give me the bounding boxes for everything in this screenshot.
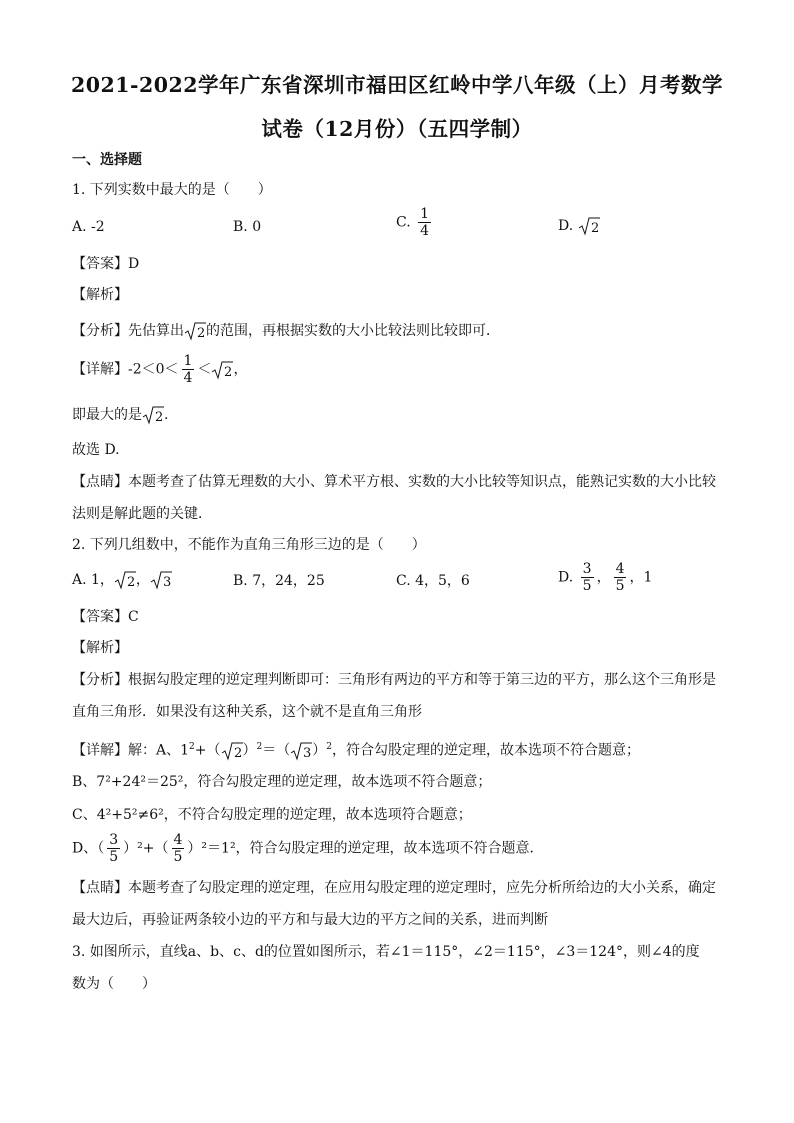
fraction-denominator: 4 xyxy=(183,370,193,386)
detail-text: 【详解】-2＜0＜ xyxy=(72,361,179,378)
q3-stem-line1: 3. 如图所示，直线a、b、c、d的位置如图所示，若∠1＝115°，∠2＝115°，∠3＝124°，则∠4的度 xyxy=(72,944,700,960)
detail-text: ＝（ xyxy=(262,742,291,759)
detail-text: ， xyxy=(233,361,248,378)
detail-text: 【详解】解：A、1 xyxy=(72,742,190,759)
fraction-numerator: 4 xyxy=(615,561,625,577)
sqrt-symbol xyxy=(290,741,312,761)
option-fraction xyxy=(581,561,594,594)
option-fraction xyxy=(614,561,627,594)
q1-option-c xyxy=(396,206,434,239)
q1-option-c-label: C. xyxy=(396,214,411,231)
q1-comment-line2: 法则是解此题的关键． xyxy=(72,506,212,522)
superscript: 2 xyxy=(256,742,263,752)
option-text: ， xyxy=(135,572,150,588)
q1-analysis xyxy=(72,321,500,341)
sqrt-radicand: 2 xyxy=(590,221,599,236)
q3-stem-line2: 数为（ ） xyxy=(72,976,156,992)
superscript: 2 xyxy=(189,742,195,752)
q2-jiexi: 【解析】 xyxy=(72,640,128,656)
analysis-text: 的范围，再根据实数的大小比较法则比较即可． xyxy=(206,323,500,339)
doc-title-line2: 试卷（12月份）（五四学制） xyxy=(261,117,533,141)
q2-detail-d xyxy=(72,832,544,865)
option-text: ，1 xyxy=(629,569,653,586)
q2-comment-line2: 最大边后，再验证两条较小边的平方和与最大边的平方之间的关系，进而判断 xyxy=(72,912,548,928)
q1-choose: 故选 D. xyxy=(72,442,120,458)
sqrt-symbol xyxy=(578,216,600,236)
fraction-numerator: 4 xyxy=(173,832,183,848)
sqrt-symbol xyxy=(114,570,136,590)
sqrt-radicand: 2 xyxy=(233,745,242,761)
detail-text: ）²+（ xyxy=(123,840,169,857)
q1-jiexi: 【解析】 xyxy=(72,287,128,303)
sqrt-symbol xyxy=(221,741,243,761)
detail-fraction xyxy=(107,832,120,865)
q1-stem: 1. 下列实数中最大的是（ ） xyxy=(72,182,272,198)
option-text: A. 1， xyxy=(72,572,114,588)
doc-title-line1: 2021-2022学年广东省深圳市福田区红岭中学八年级（上）月考数学 xyxy=(70,73,724,97)
max-text: . xyxy=(164,407,169,423)
sqrt-radicand: 2 xyxy=(197,326,206,341)
fraction-numerator: 1 xyxy=(420,206,430,222)
q1-max xyxy=(72,405,168,425)
option-label: D. xyxy=(558,569,574,586)
q1-option-d-label: D. xyxy=(558,218,574,234)
detail-fraction xyxy=(182,353,195,386)
q2-analysis-line1: 【分析】根据勾股定理的逆定理判断即可：三角形有两边的平方和等于第三边的平方，那么这个三角形是 xyxy=(72,672,716,688)
sqrt-radicand: 3 xyxy=(303,745,312,761)
detail-text: +（ xyxy=(194,742,221,759)
q1-option-b: B. 0 xyxy=(233,219,262,235)
q2-detail-c: C、4²+5²≠6²，不符合勾股定理的逆定理，故本选项符合题意； xyxy=(72,807,472,823)
detail-text: ＜ xyxy=(197,361,212,378)
q2-analysis-line2: 直角三角形．如果没有这种关系，这个就不是直角三角形 xyxy=(72,704,422,720)
max-text: 即最大的是 xyxy=(72,407,142,423)
fraction-denominator: 5 xyxy=(615,578,625,594)
fraction-numerator: 3 xyxy=(582,561,592,577)
detail-text: ） xyxy=(312,742,327,759)
fraction-denominator: 4 xyxy=(420,223,430,239)
sqrt-symbol xyxy=(184,321,206,341)
q2-option-a xyxy=(72,570,172,590)
q2-comment-line1: 【点睛】本题考查了勾股定理的逆定理，在应用勾股定理的逆定理时，应先分析所给边的大小关系，确定 xyxy=(72,880,716,896)
q1-option-a: A. -2 xyxy=(72,219,105,235)
detail-text: ）²＝1²，符合勾股定理的逆定理，故本选项不符合题意． xyxy=(187,840,544,857)
q2-stem: 2. 下列几组数中，不能作为直角三角形三边的是（ ） xyxy=(72,537,426,553)
analysis-text: 【分析】先估算出 xyxy=(72,323,184,339)
detail-text: D、（ xyxy=(72,840,105,857)
q2-option-c: C. 4，5，6 xyxy=(396,573,470,589)
sqrt-radicand: 2 xyxy=(155,410,164,425)
q1-answer: 【答案】D xyxy=(72,256,140,272)
detail-text: ，符合勾股定理的逆定理，故本选项不符合题意； xyxy=(331,742,640,759)
sqrt-radicand: 3 xyxy=(162,575,172,590)
section-heading: 一、选择题 xyxy=(72,152,142,168)
q1-option-d xyxy=(558,216,600,236)
detail-text: ） xyxy=(242,742,257,759)
q2-answer: 【答案】C xyxy=(72,609,139,625)
q1-comment-line1: 【点睛】本题考查了估算无理数的大小、算术平方根、实数的大小比较等知识点，能熟记实数的大小比较 xyxy=(72,474,716,490)
sqrt-radicand: 2 xyxy=(224,364,233,380)
option-text: ， xyxy=(596,569,611,586)
fraction-numerator: 1 xyxy=(183,353,193,369)
sqrt-symbol xyxy=(142,405,164,425)
sqrt-symbol xyxy=(150,570,172,590)
q1-option-c-fraction xyxy=(418,206,431,239)
q2-option-d xyxy=(558,561,652,594)
q1-detail xyxy=(72,353,247,386)
q2-detail-a xyxy=(72,737,640,761)
q2-detail-b: B、7²+24²＝25²，符合勾股定理的逆定理，故本选项不符合题意； xyxy=(72,774,492,790)
fraction-denominator: 5 xyxy=(173,849,183,865)
sqrt-symbol xyxy=(211,360,233,380)
detail-fraction xyxy=(172,832,185,865)
q2-option-b: B. 7，24，25 xyxy=(233,573,325,589)
sqrt-radicand: 2 xyxy=(126,575,136,590)
fraction-denominator: 5 xyxy=(582,578,592,594)
fraction-denominator: 5 xyxy=(109,849,119,865)
superscript: 2 xyxy=(326,742,332,752)
fraction-numerator: 3 xyxy=(109,832,119,848)
